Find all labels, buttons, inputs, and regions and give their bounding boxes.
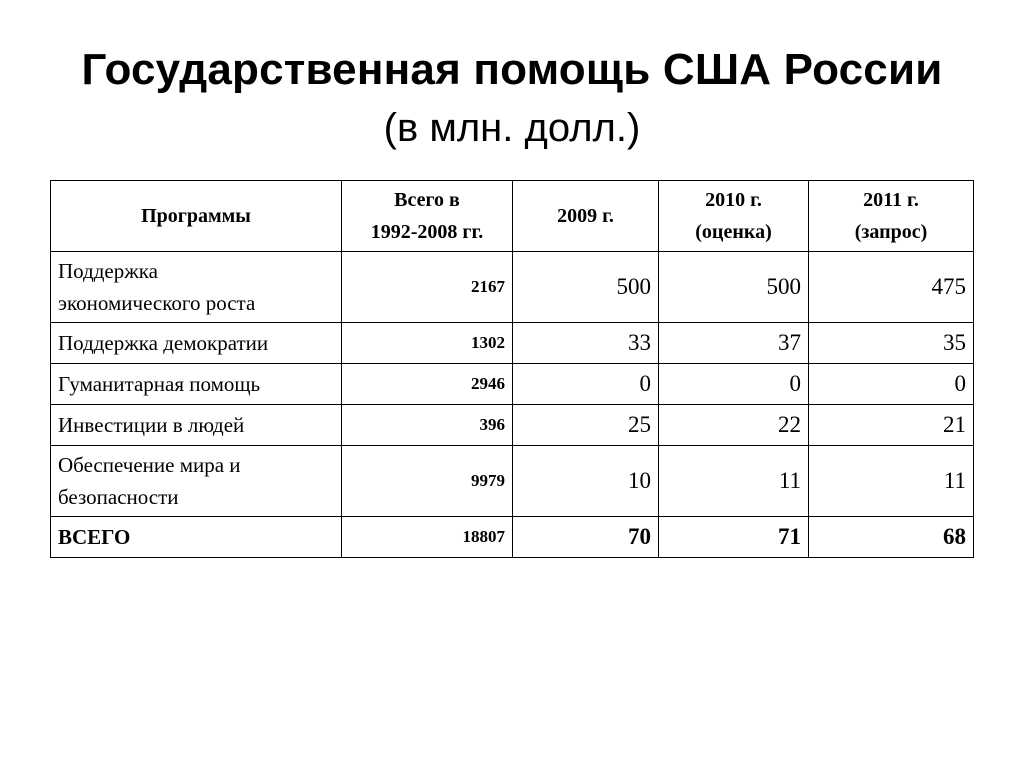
header-programs-label: Программы: [141, 205, 251, 227]
table-row: [51, 364, 974, 405]
grand-total-2010: 71: [659, 517, 809, 558]
value-2010: 37: [659, 323, 809, 364]
program-name-line1: Обеспечение мира и: [58, 453, 241, 477]
value-2011: 35: [809, 323, 974, 364]
value-2010: 0: [659, 364, 809, 405]
program-name-line1: Инвестиции в людей: [58, 413, 245, 437]
grand-total-2009: 70: [513, 517, 659, 558]
total-1992-2008: 9979: [342, 446, 513, 517]
value-2010: 22: [659, 405, 809, 446]
program-name-line2: экономического роста: [58, 291, 256, 315]
grand-total-2011: 68: [809, 517, 974, 558]
table-row: [51, 252, 974, 323]
program-name: [51, 446, 342, 517]
value-2010: 11: [659, 446, 809, 517]
header-2009: [513, 181, 659, 252]
header-total-line2: 1992-2008 гг.: [370, 221, 484, 243]
header-total-1992-2008: [342, 181, 513, 252]
header-total-line1: Всего в: [394, 189, 460, 211]
header-programs: [51, 181, 342, 252]
value-2009: 0: [513, 364, 659, 405]
grand-total-label-text: ВСЕГО: [58, 525, 131, 549]
total-1992-2008: 1302: [342, 323, 513, 364]
total-1992-2008: 396: [342, 405, 513, 446]
table-row: [51, 405, 974, 446]
value-2011: 21: [809, 405, 974, 446]
value-2009: 33: [513, 323, 659, 364]
program-name: [51, 364, 342, 405]
program-name-line1: Поддержка: [58, 259, 158, 283]
slide-title-block: [0, 40, 1024, 156]
slide-title: Государственная помощь США России: [81, 45, 943, 94]
total-1992-2008: 2167: [342, 252, 513, 323]
table-row: [51, 323, 974, 364]
program-name-line1: Поддержка демократии: [58, 331, 269, 355]
value-2011: 475: [809, 252, 974, 323]
grand-total-1992-2008: 18807: [342, 517, 513, 558]
table-row: [51, 446, 974, 517]
program-name-line1: Гуманитарная помощь: [58, 372, 261, 396]
grand-total-row: [51, 517, 974, 558]
value-2011: 0: [809, 364, 974, 405]
value-2009: 10: [513, 446, 659, 517]
aid-table: [50, 180, 974, 558]
header-2011-line2: (запрос): [854, 221, 928, 243]
slide-subtitle: (в млн. долл.): [383, 106, 641, 150]
value-2010: 500: [659, 252, 809, 323]
header-2009-label: 2009 г.: [557, 205, 614, 227]
total-1992-2008: 2946: [342, 364, 513, 405]
program-name: [51, 405, 342, 446]
header-2010-line2: (оценка): [695, 221, 772, 243]
table-header-row: [51, 181, 974, 252]
header-2010: [659, 181, 809, 252]
program-name: [51, 323, 342, 364]
header-2011: [809, 181, 974, 252]
header-2010-line1: 2010 г.: [705, 189, 762, 211]
value-2009: 25: [513, 405, 659, 446]
value-2011: 11: [809, 446, 974, 517]
grand-total-label: [51, 517, 342, 558]
header-2011-line1: 2011 г.: [863, 189, 919, 211]
value-2009: 500: [513, 252, 659, 323]
program-name-line2: безопасности: [58, 485, 179, 509]
program-name: [51, 252, 342, 323]
